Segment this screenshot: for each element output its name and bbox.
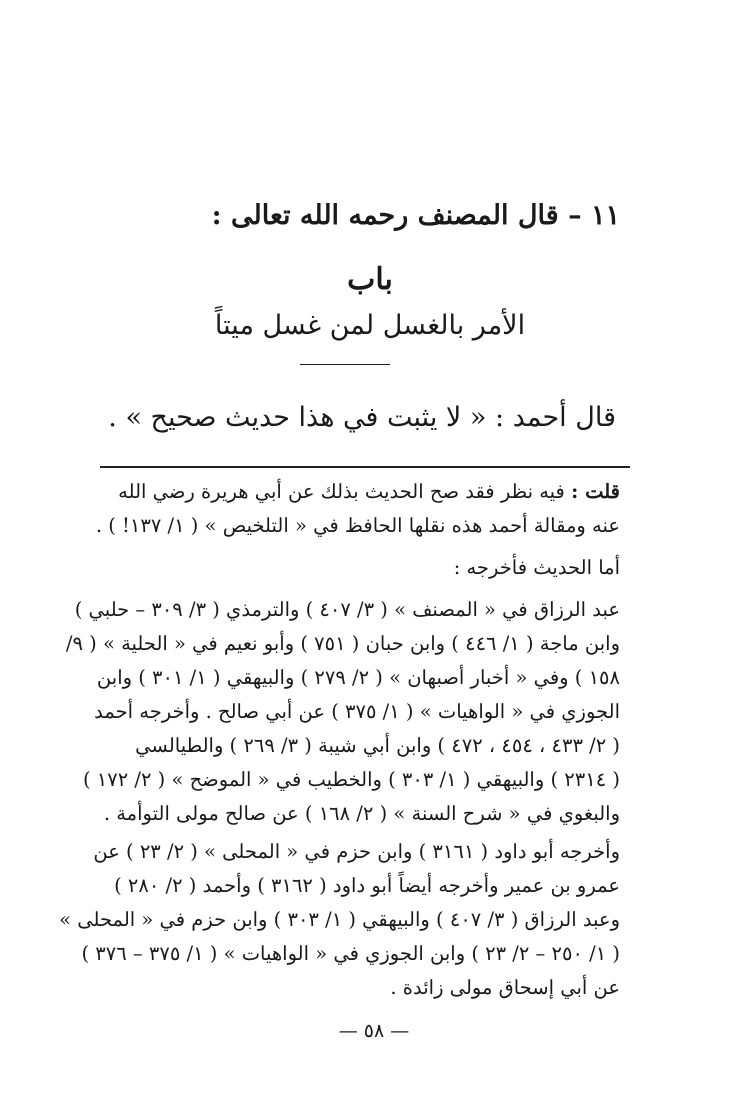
commentary-line-2: عنه ومقالة أحمد هذه نقلها الحافظ في « التلخيص » ( ١/ ١٣٧! ) . [95, 514, 620, 537]
para2-line: وأخرجه أبو داود ( ٣١٦١ ) وابن حزم في « المحلى » ( ٢/ ٢٣ ) عن [93, 840, 620, 863]
short-divider [300, 364, 390, 365]
para2-line: ( ١/ ٢٥٠ – ٢/ ٢٣ ) وابن الجوزي في « الواهيات » ( ١/ ٣٧٥ – ٣٧٦ ) [81, 942, 620, 965]
para1-line: ( ٢٣١٤ ) والبيهقي ( ١/ ٣٠٣ ) والخطيب في « الموضح » ( ٢/ ١٧٢ ) [82, 768, 620, 791]
footnote-divider [100, 466, 630, 468]
para1-line: عبد الرزاق في « المصنف » ( ٣/ ٤٠٧ ) والترمذي ( ٣/ ٣٠٩ – حلبي ) [74, 598, 620, 621]
para1-line: ١٥٨ ) وفي « أخبار أصبهان » ( ٢/ ٢٧٩ ) والبيهقي ( ١/ ٣٠١ ) وابن [96, 666, 620, 689]
chapter-label: باب [347, 262, 393, 297]
commentary-text-1: فيه نظر فقد صح الحديث بذلك عن أبي هريرة رضي الله [118, 480, 565, 503]
para1-line: الجوزي في « الواهيات » ( ١/ ٣٧٥ ) عن أبي صالح . وأخرجه أحمد [94, 700, 620, 723]
ahmad-quote: قال أحمد : « لا يثبت في هذا حديث صحيح » . [108, 402, 616, 433]
chapter-title: الأمر بالغسل لمن غسل ميتاً [214, 310, 526, 341]
para2-line: عن أبي إسحاق مولى زائدة . [390, 976, 620, 999]
page-number: — ٥٨ — [338, 1020, 410, 1042]
para1-line: والبغوي في « شرح السنة » ( ٢/ ١٦٨ ) عن صالح مولى التوأمة . [103, 802, 620, 825]
section-heading: ١١ – قال المصنف رحمه الله تعالى : [211, 200, 620, 231]
qult-label: قلت : [571, 480, 620, 503]
para1-line: ( ٢/ ٤٣٣ ، ٤٥٤ ، ٤٧٢ ) وابن أبي شيبة ( ٣/ ٢٦٩ ) والطيالسي [135, 734, 620, 757]
para1-line: وابن ماجة ( ١/ ٤٤٦ ) وابن حبان ( ٧٥١ ) وأبو نعيم في « الحلية » ( ٩/ [65, 632, 620, 655]
commentary-intro: أما الحديث فأخرجه : [453, 556, 620, 579]
commentary-line-1 [118, 480, 620, 503]
para2-line: عمرو بن عمير وأخرجه أيضاً أبو داود ( ٣١٦٢ ) وأحمد ( ٢/ ٢٨٠ ) [114, 874, 620, 897]
para2-line: وعبد الرزاق ( ٣/ ٤٠٧ ) والبيهقي ( ١/ ٣٠٣ ) وابن حزم في « المحلى » [59, 908, 620, 931]
